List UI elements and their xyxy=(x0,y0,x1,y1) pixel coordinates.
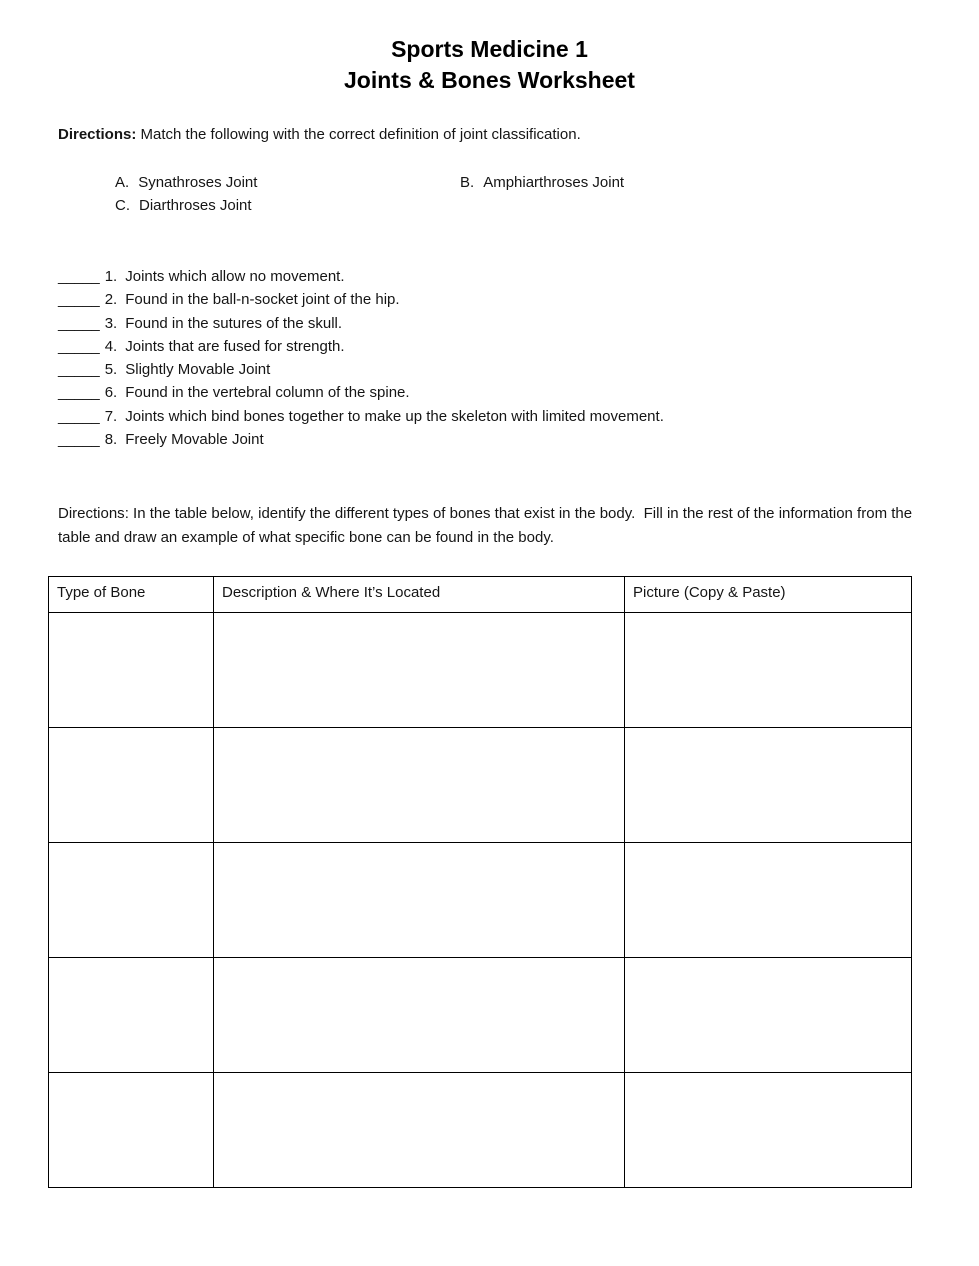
list-item xyxy=(58,358,979,381)
table-cell[interactable] xyxy=(625,958,912,1073)
list-item xyxy=(58,335,979,358)
option-b-label: Amphiarthroses Joint xyxy=(483,174,625,191)
item-number: 4. xyxy=(104,337,118,355)
option-row-2 xyxy=(115,194,979,217)
answer-blank-8[interactable]: _____ xyxy=(58,431,100,449)
item-number: 5. xyxy=(104,361,118,379)
option-c-label: Diarthroses Joint xyxy=(139,197,252,214)
list-item xyxy=(58,312,979,335)
answer-blank-7[interactable]: _____ xyxy=(58,407,100,425)
table-cell[interactable] xyxy=(49,613,214,728)
column-header-description: Description & Where It’s Located xyxy=(214,577,625,613)
option-b xyxy=(460,171,624,194)
item-text: Joints which allow no movement. xyxy=(125,268,345,285)
option-a xyxy=(115,171,460,194)
answer-blank-1[interactable]: _____ xyxy=(58,268,100,285)
item-text: Found in the sutures of the skull. xyxy=(125,314,343,332)
option-a-letter: A. xyxy=(115,174,130,191)
page-title xyxy=(0,0,979,96)
table-cell[interactable] xyxy=(214,613,625,728)
column-header-picture: Picture (Copy & Paste) xyxy=(625,577,912,613)
directions-text-2: : In the table below, identify the different types of bones that exist in the body. Fill in the rest of the information from the table and draw an example of what specific bone can be found in the body. xyxy=(58,505,917,547)
bone-table-body xyxy=(49,613,912,1188)
joint-options xyxy=(115,171,979,217)
table-row xyxy=(49,728,912,843)
option-c xyxy=(115,194,252,217)
option-b-letter: B. xyxy=(460,174,475,191)
item-number: 6. xyxy=(104,384,118,402)
title-line-2: Joints & Bones Worksheet xyxy=(344,67,635,93)
item-number: 8. xyxy=(104,431,118,449)
list-item xyxy=(58,288,979,311)
directions-paragraph-2 xyxy=(58,502,919,550)
option-c-letter: C. xyxy=(115,197,130,214)
item-number: 1. xyxy=(104,268,118,285)
answer-blank-5[interactable]: _____ xyxy=(58,361,100,379)
table-cell[interactable] xyxy=(625,728,912,843)
table-cell[interactable] xyxy=(625,843,912,958)
item-text: Joints that are fused for strength. xyxy=(125,337,345,355)
table-cell[interactable] xyxy=(49,728,214,843)
bone-table xyxy=(48,576,912,1188)
item-text: Slightly Movable Joint xyxy=(125,361,271,379)
list-item xyxy=(58,405,979,428)
answer-blank-6[interactable]: _____ xyxy=(58,384,100,402)
item-text: Freely Movable Joint xyxy=(125,431,264,449)
table-cell[interactable] xyxy=(214,728,625,843)
table-cell[interactable] xyxy=(625,613,912,728)
table-cell[interactable] xyxy=(214,1073,625,1188)
table-row xyxy=(49,613,912,728)
table-cell[interactable] xyxy=(625,1073,912,1188)
answer-blank-2[interactable]: _____ xyxy=(58,291,100,309)
list-item xyxy=(58,428,979,451)
column-header-type-of-bone: Type of Bone xyxy=(49,577,214,613)
directions-text-1: Match the following with the correct definition of joint classification. xyxy=(136,126,581,143)
list-item xyxy=(58,381,979,404)
title-line-1: Sports Medicine 1 xyxy=(391,36,588,62)
answer-blank-4[interactable]: _____ xyxy=(58,337,100,355)
directions-paragraph-1 xyxy=(58,123,919,146)
table-row xyxy=(49,843,912,958)
directions-label-1: Directions: xyxy=(58,126,137,143)
item-number: 7. xyxy=(104,407,118,425)
table-row xyxy=(49,958,912,1073)
table-cell[interactable] xyxy=(49,843,214,958)
option-a-label: Synathroses Joint xyxy=(138,174,258,191)
table-cell[interactable] xyxy=(214,958,625,1073)
item-number: 2. xyxy=(104,291,118,309)
item-text: Found in the vertebral column of the spine. xyxy=(125,384,410,402)
list-item xyxy=(58,265,979,288)
table-cell[interactable] xyxy=(49,958,214,1073)
table-cell[interactable] xyxy=(214,843,625,958)
table-row xyxy=(49,1073,912,1188)
item-number: 3. xyxy=(104,314,118,332)
matching-list xyxy=(58,265,979,451)
directions-label-2: Directions xyxy=(58,505,125,523)
item-text: Joints which bind bones together to make up the skeleton with limited movement. xyxy=(125,407,664,425)
item-text: Found in the ball-n-socket joint of the hip. xyxy=(125,291,400,309)
option-row-1 xyxy=(115,171,979,194)
answer-blank-3[interactable]: _____ xyxy=(58,314,100,332)
table-header-row xyxy=(49,577,912,613)
table-cell[interactable] xyxy=(49,1073,214,1188)
